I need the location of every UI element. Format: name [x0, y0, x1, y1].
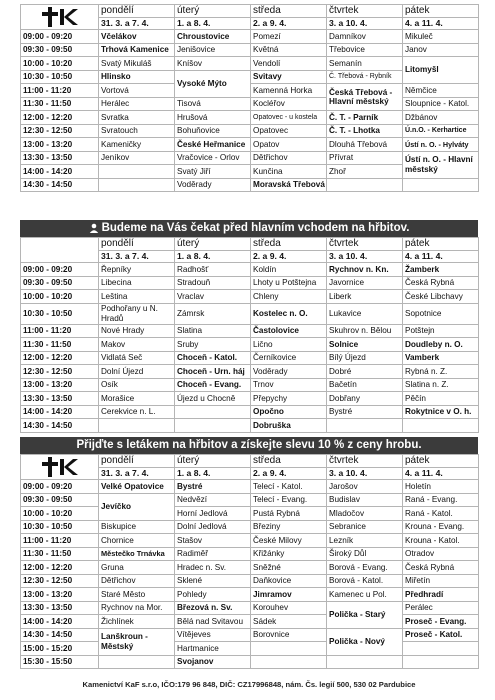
location: Biskupice	[99, 520, 175, 534]
time-slot: 10:30 - 10:50	[21, 70, 99, 84]
location: Borová - Evang.	[327, 561, 403, 575]
time-slot: 15:00 - 15:20	[21, 642, 99, 656]
location: Častolovice	[251, 324, 327, 338]
location: Holetín	[403, 480, 479, 494]
time-slot: 14:00 - 14:20	[21, 615, 99, 629]
table-row	[21, 57, 479, 71]
location: Tisová	[175, 97, 251, 111]
location: Mikuleč	[403, 30, 479, 44]
location	[251, 655, 327, 669]
location: Morašice	[99, 392, 175, 406]
date-header: 4. a 11. 4.	[403, 468, 479, 480]
location: Ú.n.O. - Kerhartice	[403, 124, 479, 138]
table-row	[21, 520, 479, 534]
location: Ličnо	[251, 338, 327, 352]
location: Horní Jedlová	[175, 507, 251, 521]
location: Potštejn	[403, 324, 479, 338]
table-row	[21, 303, 479, 324]
time-slot: 13:30 - 13:50	[21, 151, 99, 165]
day-header: úterý	[175, 5, 251, 18]
date-header: 4. a 11. 4.	[403, 18, 479, 30]
location: Raná - Evang.	[403, 493, 479, 507]
location: Bystré	[175, 480, 251, 494]
location: Svojanov	[175, 655, 251, 669]
table-row	[21, 642, 479, 656]
location: Stašov	[175, 534, 251, 548]
day-header: čtvrtek	[327, 5, 403, 18]
location: Ústí n. O. - Hylváty	[403, 138, 479, 152]
time-slot: 12:30 - 12:50	[21, 365, 99, 379]
location: Křižánky	[251, 547, 327, 561]
location: Džbánov	[403, 111, 479, 125]
table-row	[21, 351, 479, 365]
location: Kameničky	[99, 138, 175, 152]
location: Pomezí	[251, 30, 327, 44]
table-row	[21, 507, 479, 521]
location: Kunčina	[251, 165, 327, 179]
location: Svatý Jiří	[175, 165, 251, 179]
day-header: úterý	[175, 238, 251, 251]
date-header: 2. a 9. 4.	[251, 251, 327, 263]
location: Dlouhá Třebová	[327, 138, 403, 152]
location: Třebovice	[327, 43, 403, 57]
location: Předhradí	[403, 588, 479, 602]
schedule-table-3	[20, 454, 479, 669]
date-header: 2. a 9. 4.	[251, 18, 327, 30]
location: Hartmanice	[175, 642, 251, 656]
location: Hlinsko	[99, 70, 175, 84]
table-row	[21, 405, 479, 419]
location: Č. T. - Lhotka	[327, 124, 403, 138]
time-slot: 11:00 - 11:20	[21, 534, 99, 548]
date-header: 31. 3. a 7. 4.	[99, 468, 175, 480]
location: Trnov	[251, 378, 327, 392]
location: Vidlatá Seč	[99, 351, 175, 365]
table-row	[21, 151, 479, 165]
location: Vortová	[99, 84, 175, 98]
date-header: 31. 3. a 7. 4.	[99, 251, 175, 263]
location: Skuhrov n. Bělou	[327, 324, 403, 338]
day-header: pondělí	[99, 455, 175, 468]
location: Miřetín	[403, 574, 479, 588]
location: Budislav	[327, 493, 403, 507]
day-header: čtvrtek	[327, 455, 403, 468]
location: Svratouch	[99, 124, 175, 138]
location	[99, 655, 175, 669]
banner-text: Přijďte s letákem na hřbitov a získejte slevu 10 % z ceny hrobu.	[76, 439, 422, 451]
location: Korouhev	[251, 601, 327, 615]
date-header: 1. a 8. 4.	[175, 468, 251, 480]
location: Svratka	[99, 111, 175, 125]
location: Otradov	[403, 547, 479, 561]
location: Zámrsk	[175, 303, 251, 324]
table-row	[21, 276, 479, 290]
location: Dolní Jedlová	[175, 520, 251, 534]
location: Makov	[99, 338, 175, 352]
location	[327, 419, 403, 433]
location: Proseč - Evang.	[403, 615, 479, 629]
date-header: 3. a 10. 4.	[327, 251, 403, 263]
location: Rychnov n. Kn.	[327, 263, 403, 277]
location: Přepychy	[251, 392, 327, 406]
location: Moravská Třebová	[251, 178, 327, 192]
location: Vysoké Mýto	[175, 70, 251, 97]
banner-text: Budeme na Vás čekat před hlavním vchodem na hřbitov.	[101, 222, 410, 234]
date-header: 1. a 8. 4.	[175, 251, 251, 263]
time-slot: 14:00 - 14:20	[21, 165, 99, 179]
location: Semanín	[327, 57, 403, 71]
day-header: středa	[251, 455, 327, 468]
location: Staré Město	[99, 588, 175, 602]
location: Březová n. Sv.	[175, 601, 251, 615]
location: Rokytnice v O. h.	[403, 405, 479, 419]
table-row	[21, 138, 479, 152]
time-slot: 14:00 - 14:20	[21, 405, 99, 419]
time-slot: 09:30 - 09:50	[21, 493, 99, 507]
location: Choceň - Katol.	[175, 351, 251, 365]
table-row	[21, 338, 479, 352]
time-slot: 11:30 - 11:50	[21, 97, 99, 111]
location: Sněžné	[251, 561, 327, 575]
date-header: 4. a 11. 4.	[403, 251, 479, 263]
location: Včelákov	[99, 30, 175, 44]
location: Kamenec u Pol.	[327, 588, 403, 602]
location: Leština	[99, 290, 175, 304]
location: Česká Rybná	[403, 276, 479, 290]
location: Opatovec	[251, 124, 327, 138]
location: Chleny	[251, 290, 327, 304]
location: Pohledy	[175, 588, 251, 602]
table-row	[21, 124, 479, 138]
table-row	[21, 365, 479, 379]
location: Dobré	[327, 365, 403, 379]
table-row	[21, 324, 479, 338]
location: Radhošť	[175, 263, 251, 277]
location: České Heřmanice	[175, 138, 251, 152]
location	[99, 165, 175, 179]
location: Sruby	[175, 338, 251, 352]
time-slot: 11:30 - 11:50	[21, 338, 99, 352]
time-slot: 13:00 - 13:20	[21, 588, 99, 602]
table-row	[21, 178, 479, 192]
location: Květná	[251, 43, 327, 57]
location: Dolní Újezd	[99, 365, 175, 379]
location: Vendolí	[251, 57, 327, 71]
location: Bílý Újezd	[327, 351, 403, 365]
location: Sádek	[251, 615, 327, 629]
location: Doudleby n. O.	[403, 338, 479, 352]
location: Vítějeves	[175, 628, 251, 642]
schedule-table-1	[20, 4, 479, 192]
location: Damníkov	[327, 30, 403, 44]
date-header: 31. 3. a 7. 4.	[99, 18, 175, 30]
location	[403, 419, 479, 433]
location: Č. T. - Parník	[327, 111, 403, 125]
location: Dětřichov	[251, 151, 327, 165]
location: Chroustovice	[175, 30, 251, 44]
cross-k-logo-icon	[40, 7, 80, 27]
location: Borová - Katol.	[327, 574, 403, 588]
date-header: 2. a 9. 4.	[251, 468, 327, 480]
location	[327, 178, 403, 192]
schedule-table-2	[20, 237, 479, 433]
time-slot: 15:30 - 15:50	[21, 655, 99, 669]
location: Rychnov na Mor.	[99, 601, 175, 615]
location: Telecí - Katol.	[251, 480, 327, 494]
time-slot: 11:00 - 11:20	[21, 84, 99, 98]
location: Č. Třebová - Rybník	[327, 70, 403, 84]
table-row	[21, 263, 479, 277]
table-row	[21, 615, 479, 629]
location: Ústí n. O. - Hlavní městský	[403, 151, 479, 178]
time-slot: 12:00 - 12:20	[21, 351, 99, 365]
day-header: pátek	[403, 238, 479, 251]
location: Dětřichov	[99, 574, 175, 588]
logo	[21, 5, 99, 30]
location: Pustá Rybná	[251, 507, 327, 521]
location: Voděrady	[251, 365, 327, 379]
location: Trhová Kamenice	[99, 43, 175, 57]
location: Libecina	[99, 276, 175, 290]
location: Rybná n. Z.	[403, 365, 479, 379]
location	[403, 178, 479, 192]
location: Nové Hrady	[99, 324, 175, 338]
location: Kamenná Horka	[251, 84, 327, 98]
day-header: úterý	[175, 455, 251, 468]
location: Krouna - Katol.	[403, 534, 479, 548]
location: Svitavy	[251, 70, 327, 84]
location: Opatov	[251, 138, 327, 152]
location: Cerekvice n. L.	[99, 405, 175, 419]
location: Podhořany u N. Hradů	[99, 303, 175, 324]
time-slot: 11:30 - 11:50	[21, 547, 99, 561]
location: Újezd u Chocně	[175, 392, 251, 406]
location: Polička - Starý	[327, 601, 403, 628]
location: Zhoř	[327, 165, 403, 179]
location	[403, 642, 479, 656]
location: Bohuňovice	[175, 124, 251, 138]
time-slot: 14:30 - 14:50	[21, 178, 99, 192]
location: Vamberk	[403, 351, 479, 365]
table-row	[21, 493, 479, 507]
location: Perálec	[403, 601, 479, 615]
table-row	[21, 534, 479, 548]
location	[403, 655, 479, 669]
table-row	[21, 290, 479, 304]
info-banner	[20, 220, 478, 237]
date-header: 1. a 8. 4.	[175, 18, 251, 30]
location: Chornice	[99, 534, 175, 548]
location: Osík	[99, 378, 175, 392]
time-slot: 10:30 - 10:50	[21, 520, 99, 534]
time-slot: 12:00 - 12:20	[21, 561, 99, 575]
location: Herálec	[99, 97, 175, 111]
location: Gruna	[99, 561, 175, 575]
table-row	[21, 378, 479, 392]
location: Solnice	[327, 338, 403, 352]
location: Opatovec - u kostela	[251, 111, 327, 125]
table-row	[21, 111, 479, 125]
location: Vraclav	[175, 290, 251, 304]
location: Lukavice	[327, 303, 403, 324]
location: Dobruška	[251, 419, 327, 433]
day-header: pondělí	[99, 5, 175, 18]
cross-k-logo-icon	[40, 457, 80, 477]
time-slot: 09:00 - 09:20	[21, 480, 99, 494]
location: Choceň - Urn. háj	[175, 365, 251, 379]
location	[327, 655, 403, 669]
day-header: pátek	[403, 5, 479, 18]
logo	[21, 455, 99, 480]
table-row	[21, 655, 479, 669]
table-row	[21, 628, 479, 642]
location	[99, 419, 175, 433]
company-footer: Kamenictví KaF s.r.o, IČO:179 96 848, DIČ: CZ17996848, nám. Čs. legií 500, 530 02 Pardubice	[82, 680, 416, 689]
day-header: pátek	[403, 455, 479, 468]
location: Krouna - Evang.	[403, 520, 479, 534]
location: Proseč - Katol.	[403, 628, 479, 642]
day-header: středa	[251, 238, 327, 251]
time-slot: 10:00 - 10:20	[21, 57, 99, 71]
location: Lezník	[327, 534, 403, 548]
location: Raná - Katol.	[403, 507, 479, 521]
location: Dobřany	[327, 392, 403, 406]
location: Choceň - Evang.	[175, 378, 251, 392]
table-row	[21, 588, 479, 602]
location: Česká Třebová - Hlavní městský	[327, 84, 403, 111]
time-slot: 13:00 - 13:20	[21, 378, 99, 392]
location: Jeníkov	[99, 151, 175, 165]
time-slot: 09:30 - 09:50	[21, 43, 99, 57]
location: Černíkovice	[251, 351, 327, 365]
location	[251, 642, 327, 656]
location: Žamberk	[403, 263, 479, 277]
time-slot: 13:30 - 13:50	[21, 392, 99, 406]
time-slot: 12:30 - 12:50	[21, 574, 99, 588]
location: Pěčín	[403, 392, 479, 406]
location: Polička - Nový	[327, 628, 403, 655]
location: České Milovy	[251, 534, 327, 548]
location: Koldín	[251, 263, 327, 277]
location: Jarošov	[327, 480, 403, 494]
location: Kníšov	[175, 57, 251, 71]
location: České Libchavy	[403, 290, 479, 304]
location: Bystré	[327, 405, 403, 419]
location: Bělá nad Svitavou	[175, 615, 251, 629]
location: Sopotnice	[403, 303, 479, 324]
location: Přívrat	[327, 151, 403, 165]
location: Slatina	[175, 324, 251, 338]
time-slot: 10:00 - 10:20	[21, 507, 99, 521]
location: Telecí - Evang.	[251, 493, 327, 507]
person-icon	[89, 223, 99, 233]
location: Bačetín	[327, 378, 403, 392]
day-header: pondělí	[99, 238, 175, 251]
location: Jimramov	[251, 588, 327, 602]
table-row	[21, 480, 479, 494]
location: Němčice	[403, 84, 479, 98]
location: Hrušová	[175, 111, 251, 125]
location: Velké Opatovice	[99, 480, 175, 494]
table-row	[21, 419, 479, 433]
time-slot: 13:30 - 13:50	[21, 601, 99, 615]
day-header: středa	[251, 5, 327, 18]
location: Řepníky	[99, 263, 175, 277]
location: Borovnice	[251, 628, 327, 642]
time-slot: 09:30 - 09:50	[21, 276, 99, 290]
location: Janov	[403, 43, 479, 57]
time-slot: 09:00 - 09:20	[21, 30, 99, 44]
time-slot: 09:00 - 09:20	[21, 263, 99, 277]
time-slot: 10:00 - 10:20	[21, 290, 99, 304]
location: Hradec n. Sv.	[175, 561, 251, 575]
location: Vračovice - Orlov	[175, 151, 251, 165]
location: Jenišovice	[175, 43, 251, 57]
location: Voděrady	[175, 178, 251, 192]
location: Stradouň	[175, 276, 251, 290]
location: Mladočov	[327, 507, 403, 521]
location: Kocléřov	[251, 97, 327, 111]
location: Sebranice	[327, 520, 403, 534]
time-slot: 14:30 - 14:50	[21, 419, 99, 433]
table-row	[21, 392, 479, 406]
table-row	[21, 43, 479, 57]
table-row	[21, 574, 479, 588]
location: Javornice	[327, 276, 403, 290]
location: Česká Rybná	[403, 561, 479, 575]
day-header: čtvrtek	[327, 238, 403, 251]
header-corner	[21, 238, 99, 263]
location	[175, 419, 251, 433]
location: Lhoty u Potštejna	[251, 276, 327, 290]
table-row	[21, 97, 479, 111]
location	[175, 405, 251, 419]
location: Sklené	[175, 574, 251, 588]
table-row	[21, 547, 479, 561]
location: Nedvězí	[175, 493, 251, 507]
location: Radiměř	[175, 547, 251, 561]
location: Daňkovice	[251, 574, 327, 588]
time-slot: 14:30 - 14:50	[21, 628, 99, 642]
promo-banner	[20, 437, 478, 454]
time-slot: 12:30 - 12:50	[21, 124, 99, 138]
location: Opočno	[251, 405, 327, 419]
location: Litomyšl	[403, 57, 479, 84]
location: Slatina n. Z.	[403, 378, 479, 392]
date-header: 3. a 10. 4.	[327, 18, 403, 30]
location: Žichlínek	[99, 615, 175, 629]
location: Březiny	[251, 520, 327, 534]
location: Kostelec n. O.	[251, 303, 327, 324]
time-slot: 12:00 - 12:20	[21, 111, 99, 125]
location: Široký Důl	[327, 547, 403, 561]
location: Jevíčko	[99, 493, 175, 520]
location: Liberk	[327, 290, 403, 304]
location: Svatý Mikuláš	[99, 57, 175, 71]
table-row	[21, 601, 479, 615]
location	[99, 178, 175, 192]
location: Sloupnice - Katol.	[403, 97, 479, 111]
table-row	[21, 30, 479, 44]
time-slot: 10:30 - 10:50	[21, 303, 99, 324]
time-slot: 13:00 - 13:20	[21, 138, 99, 152]
date-header: 3. a 10. 4.	[327, 468, 403, 480]
table-row	[21, 561, 479, 575]
location: Městečko Trnávka	[99, 547, 175, 561]
time-slot: 11:00 - 11:20	[21, 324, 99, 338]
location: Lanškroun - Městský	[99, 628, 175, 655]
